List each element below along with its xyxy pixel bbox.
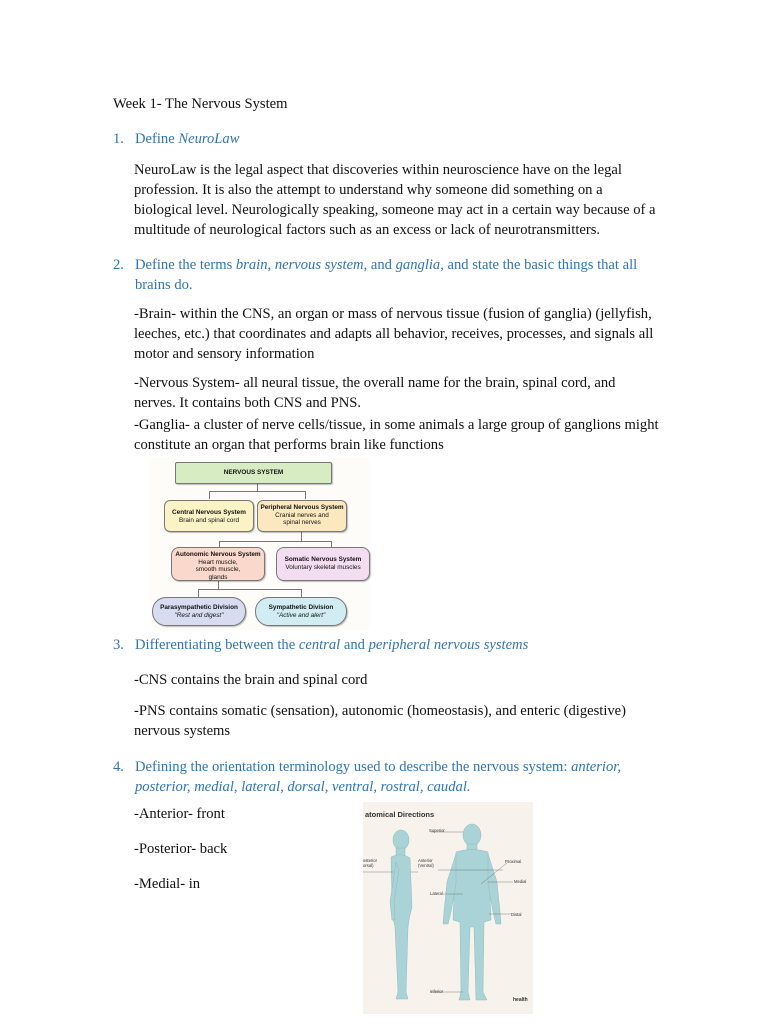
diagram-para-title: Parasympathetic Division — [160, 604, 238, 611]
diagram-sympathetic-box — [255, 597, 347, 626]
nervous-system-definition-line: -Nervous System- all neural tissue, the overall name for the brain, spinal cord, and — [134, 375, 616, 391]
pns-answer-line: nervous systems — [134, 723, 231, 739]
question-1 — [113, 131, 239, 148]
question-2-sep: , — [267, 257, 275, 273]
label-proximal: Proximal — [505, 859, 522, 864]
diagram-cns-title: Central Nervous System — [172, 509, 246, 516]
diagram-pns-title: Peripheral Nervous System — [260, 504, 344, 511]
question-3-text: Differentiating between the — [135, 637, 299, 653]
diagram-para-sub: "Rest and digest" — [174, 611, 224, 619]
term-brain: brain — [235, 257, 268, 273]
orientation-item: -Anterior- front — [134, 806, 225, 822]
question-2-number: 2. — [113, 257, 124, 273]
image-credit: health — [513, 997, 528, 1003]
question-1-number: 1. — [113, 131, 124, 147]
diagram-nervous-system-box — [175, 462, 332, 484]
brain-definition-line: leeches, etc.) that coordinates and adapts all behavior, receives, processes, and signals all — [134, 326, 654, 342]
answer-1-line: NeuroLaw is the legal aspect that discoveries within neuroscience have on the legal — [134, 162, 622, 178]
diagram-top-label: NERVOUS SYSTEM — [223, 469, 284, 476]
answer-1-line: multitude of neurological factors such as an excess or lack of neurotransmitters. — [134, 222, 601, 238]
diagram-ans-title: Autonomic Nervous System — [175, 551, 261, 558]
question-4-terms-line-2: posterior, medial, lateral, dorsal, ventral, rostral, caudal. — [135, 779, 471, 795]
diagram-pns-box — [257, 500, 347, 532]
diagram-sns-title: Somatic Nervous System — [284, 556, 362, 563]
question-2-text: , and state the basic things that all — [440, 257, 638, 273]
label-inferior: Inferior — [430, 989, 444, 994]
label-distal: Distal — [511, 912, 522, 917]
diagram-ans-box — [171, 547, 265, 581]
term-peripheral: peripheral nervous systems — [368, 637, 529, 653]
answer-1 — [134, 160, 656, 240]
brain-definition — [134, 304, 653, 364]
question-4-terms: anterior, — [571, 759, 621, 775]
question-3 — [113, 637, 528, 654]
pns-answer — [134, 701, 626, 741]
ganglia-definition — [134, 415, 659, 455]
question-2-text: Define the terms — [135, 257, 236, 273]
anatomical-directions-figure — [363, 802, 533, 1014]
diagram-cns-box — [164, 500, 254, 532]
diagram-sns-box — [276, 547, 370, 581]
anatomy-bodies — [363, 802, 533, 1014]
term-ganglia: ganglia — [395, 257, 441, 273]
question-4-number: 4. — [113, 759, 124, 775]
term-nervous-system: nervous system — [274, 257, 364, 273]
orientation-item: -Medial- in — [134, 876, 201, 892]
anatomy-title: atomical Directions — [365, 810, 435, 819]
ganglia-definition-line: constitute an organ that performs brain like functions — [134, 437, 444, 453]
question-2-sep: , and — [363, 257, 396, 273]
question-1-term: NeuroLaw — [178, 131, 240, 147]
diagram-parasympathetic-box — [152, 597, 246, 626]
nervous-system-definition — [134, 373, 615, 413]
label-posterior: osterior orsal) — [363, 858, 377, 868]
pns-answer-line: -PNS contains somatic (sensation), autonomic (homeostasis), and enteric (digestive) — [134, 703, 627, 719]
cns-answer: -CNS contains the brain and spinal cord — [134, 672, 368, 688]
diagram-cns-sub: Brain and spinal cord — [178, 516, 240, 524]
question-4 — [113, 757, 621, 797]
question-2 — [113, 255, 637, 295]
diagram-symp-title: Sympathetic Division — [268, 604, 334, 611]
question-3-number: 3. — [113, 637, 124, 653]
label-superior: Superior — [429, 828, 445, 833]
answer-1-line: biological level. Neurologically speaking, someone may act in a certain way because of a — [134, 202, 656, 218]
question-2-line-2: brains do. — [135, 277, 193, 293]
page-title: Week 1- The Nervous System — [113, 96, 288, 112]
question-4-text: Defining the orientation terminology used to describe the nervous system: — [135, 759, 572, 775]
diagram-symp-sub: "Active and alert" — [276, 611, 326, 619]
answer-1-line: profession. It is also the attempt to understand why someone did something on a — [134, 182, 603, 198]
brain-definition-line: motor and sensory information — [134, 346, 315, 362]
ganglia-definition-line: -Ganglia- a cluster of nerve cells/tissue, in some animals a large group of ganglions might — [134, 417, 659, 433]
label-anterior: Anterior (Ventral) — [418, 858, 434, 868]
nervous-system-definition-line: nerves. It contains both CNS and PNS. — [134, 395, 362, 411]
diagram-pns-sub: Cranial nerves and spinal nerves — [275, 511, 329, 526]
label-medial: Medial — [514, 879, 527, 884]
term-central: central — [298, 637, 341, 653]
diagram-sns-sub: Voluntary skeletal muscles — [285, 563, 361, 571]
question-1-text: Define — [135, 131, 179, 147]
label-lateral: Lateral — [430, 891, 443, 896]
nervous-system-diagram — [150, 458, 370, 630]
question-3-text: and — [340, 637, 369, 653]
diagram-ans-sub: Heart muscle, smooth muscle, glands — [195, 558, 241, 581]
orientation-item: -Posterior- back — [134, 841, 228, 857]
brain-definition-line: -Brain- within the CNS, an organ or mass of nervous tissue (fusion of ganglia) (jellyfish, — [134, 306, 652, 322]
